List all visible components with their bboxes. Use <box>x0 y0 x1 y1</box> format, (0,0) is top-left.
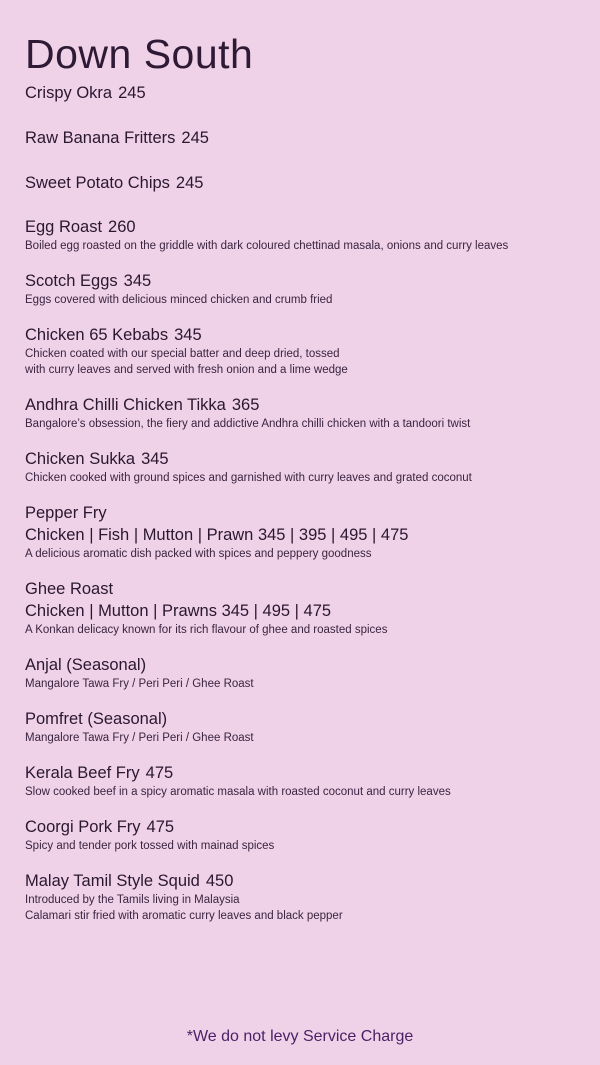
item-description: Chicken cooked with ground spices and garnished with curry leaves and grated coconut <box>25 472 472 484</box>
item-description: Introduced by the Tamils living in Malaysia <box>25 894 240 906</box>
menu-item-raw-banana-fritters <box>25 127 585 149</box>
item-description: A delicious aromatic dish packed with spices and peppery goodness <box>25 548 372 560</box>
item-description: Bangalore’s obsession, the fiery and addictive Andhra chilli chicken with a tandoori twist <box>25 418 471 430</box>
item-description: A Konkan delicacy known for its rich flavour of ghee and roasted spices <box>25 624 388 636</box>
menu-item-kerala-beef-fry <box>25 762 585 800</box>
item-price: 245 <box>118 84 146 102</box>
item-name: Kerala Beef Fry 475 <box>25 764 174 782</box>
item-name: Andhra Chilli Chicken Tikka 365 <box>25 396 260 414</box>
item-description: Boiled egg roasted on the griddle with dark coloured chettinad masala, onions and curry leaves <box>25 240 509 252</box>
item-variants-prices: Chicken | Fish | Mutton | Prawn 345 | 395 | 495 | 475 <box>25 526 409 544</box>
item-name: Egg Roast 260 <box>25 218 136 236</box>
menu-item-chicken-65-kebabs <box>25 324 585 378</box>
item-variants-prices: Chicken | Mutton | Prawns 345 | 495 | 475 <box>25 602 332 620</box>
menu-item-egg-roast <box>25 216 585 254</box>
menu-item-sweet-potato-chips <box>25 172 585 194</box>
menu-item-coorgi-pork-fry <box>25 816 585 854</box>
item-price: 345 <box>174 326 202 344</box>
menu-item-pomfret <box>25 708 585 746</box>
menu-item-anjal <box>25 654 585 692</box>
item-name: Ghee Roast <box>25 580 114 598</box>
item-description: Slow cooked beef in a spicy aromatic masala with roasted coconut and curry leaves <box>25 786 451 798</box>
menu-item-malay-tamil-style-squid <box>25 870 585 924</box>
menu-item-andhra-chilli-chicken-tikka <box>25 394 585 432</box>
item-name: Scotch Eggs 345 <box>25 272 152 290</box>
menu-item-chicken-sukka <box>25 448 585 486</box>
item-price: 260 <box>108 218 136 236</box>
item-price: 345 <box>141 450 169 468</box>
item-name: Sweet Potato Chips 245 <box>25 174 204 192</box>
item-description: Chicken coated with our special batter and deep dried, tossed <box>25 348 340 360</box>
item-description: Mangalore Tawa Fry / Peri Peri / Ghee Roast <box>25 678 254 690</box>
item-description: Spicy and tender pork tossed with mainad spices <box>25 840 275 852</box>
item-price: 245 <box>181 129 209 147</box>
item-price: 475 <box>145 764 174 782</box>
item-description: Eggs covered with delicious minced chicken and crumb fried <box>25 294 333 306</box>
menu-item-crispy-okra <box>25 82 585 104</box>
item-price: 475 <box>146 818 175 836</box>
service-charge-note: *We do not levy Service Charge <box>186 1028 414 1045</box>
item-name: Pomfret (Seasonal) <box>25 710 168 728</box>
menu-item-ghee-roast <box>25 578 585 638</box>
item-price: 365 <box>231 396 260 414</box>
item-name: Chicken 65 Kebabs 345 <box>25 326 202 344</box>
item-name: Raw Banana Fritters 245 <box>25 129 209 147</box>
menu-item-scotch-eggs <box>25 270 585 308</box>
item-description: Mangalore Tawa Fry / Peri Peri / Ghee Roast <box>25 732 254 744</box>
item-name: Crispy Okra 245 <box>25 84 146 102</box>
menu-page <box>25 30 585 924</box>
item-price: 345 <box>123 272 152 290</box>
item-name: Chicken Sukka 345 <box>25 450 169 468</box>
item-name: Anjal (Seasonal) <box>25 656 147 674</box>
menu-item-pepper-fry <box>25 502 585 562</box>
item-name: Coorgi Pork Fry 475 <box>25 818 175 836</box>
item-price: 450 <box>205 872 234 890</box>
item-description: Calamari stir fried with aromatic curry leaves and black pepper <box>25 910 343 922</box>
page-title: Down South <box>25 31 254 77</box>
item-description: with curry leaves and served with fresh onion and a lime wedge <box>25 364 348 376</box>
item-name: Malay Tamil Style Squid 450 <box>25 872 234 890</box>
item-price: 245 <box>175 174 204 192</box>
item-name: Pepper Fry <box>25 504 107 522</box>
